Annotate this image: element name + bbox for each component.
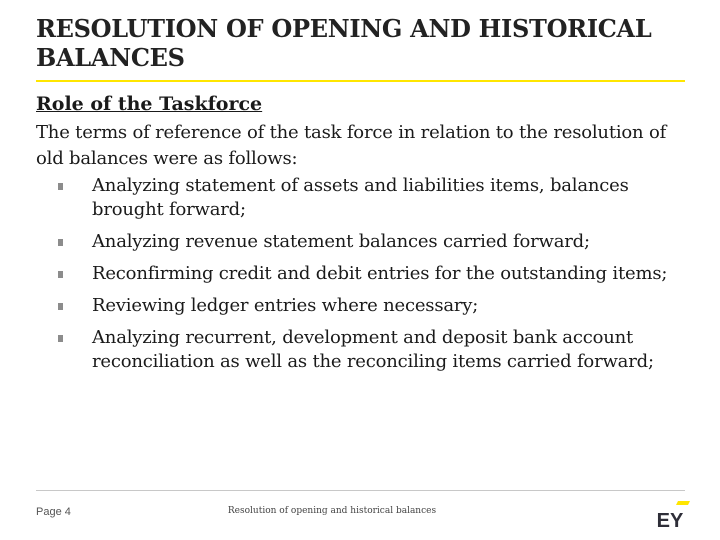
slide-body	[36, 92, 684, 382]
bullet-text: Analyzing recurrent, development and deposit bank account reconciliation as well as the reconciling items carried forward;	[92, 327, 654, 372]
page-number: Page 4	[36, 506, 71, 518]
slide-title: RESOLUTION OF OPENING AND HISTORICAL BALANCES	[36, 14, 652, 72]
footer-divider	[36, 490, 685, 491]
square-bullet-icon	[58, 271, 63, 278]
square-bullet-icon	[58, 239, 63, 246]
square-bullet-icon	[58, 303, 63, 310]
square-bullet-icon	[58, 183, 63, 190]
bullet-item	[36, 230, 684, 254]
logo-accent-bar	[676, 501, 690, 505]
bullet-item	[36, 174, 684, 222]
ey-logo-icon	[650, 501, 690, 529]
bullet-item	[36, 262, 684, 286]
section-heading: Role of the Taskforce	[36, 93, 263, 115]
bullet-item	[36, 294, 684, 318]
bullet-text: Analyzing revenue statement balances carried forward;	[92, 231, 590, 252]
intro-paragraph: The terms of reference of the task force in relation to the resolution of old balances were as follows:	[36, 122, 667, 169]
bullet-item	[36, 326, 684, 374]
logo-text: EY	[656, 510, 684, 529]
bullet-text: Reconfirming credit and debit entries for the outstanding items;	[92, 263, 668, 284]
footer-title: Resolution of opening and historical balances	[227, 506, 437, 516]
title-divider	[36, 80, 685, 82]
square-bullet-icon	[58, 335, 63, 342]
bullet-list	[36, 174, 684, 374]
bullet-text: Analyzing statement of assets and liabilities items, balances brought forward;	[92, 175, 629, 220]
bullet-text: Reviewing ledger entries where necessary;	[92, 295, 479, 316]
